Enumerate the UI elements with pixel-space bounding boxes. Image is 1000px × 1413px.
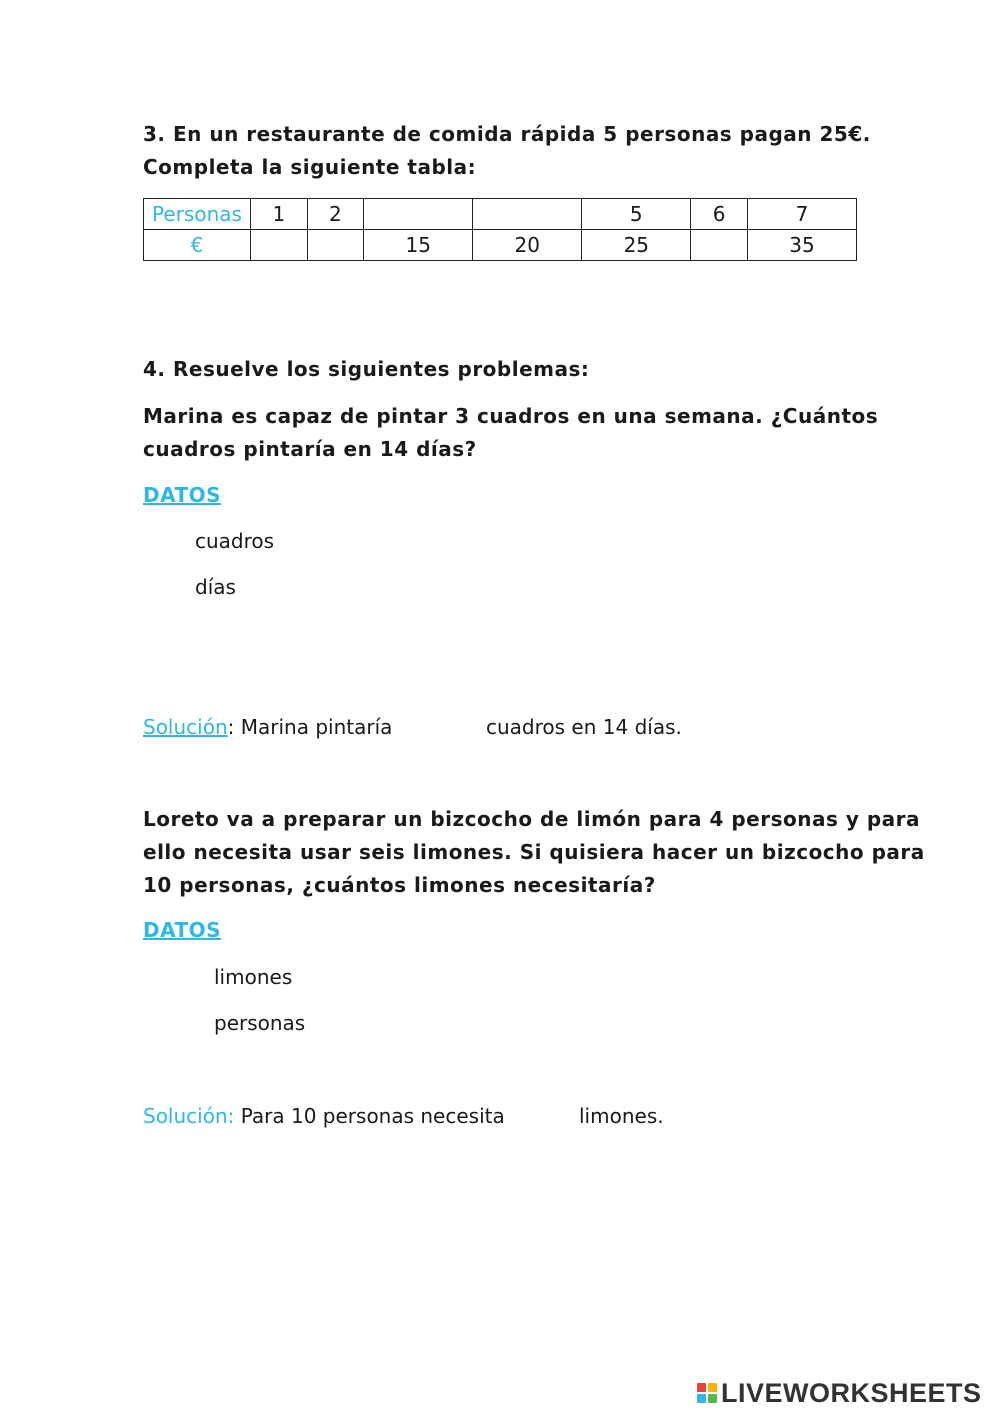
brand-name: LIVEWORKSHEETS [721, 1377, 982, 1408]
problem2-solution-label: Solución: [143, 1104, 235, 1128]
problem2-dato1-input[interactable] [143, 963, 211, 991]
problem2-dato1-label: limones [214, 965, 293, 989]
problem2-answer-input[interactable] [506, 1102, 574, 1130]
table-cell: 25 [582, 230, 691, 261]
exercise3-line1: 3. En un restaurante de comida rápida 5 personas pagan 25€. [143, 122, 871, 146]
liveworksheets-logo-icon [697, 1383, 717, 1403]
table-cell: 1 [251, 199, 308, 230]
table-cell-input[interactable] [251, 230, 308, 261]
table-cell: 7 [747, 199, 856, 230]
problem1-dato2-input[interactable] [143, 573, 193, 601]
problem1-solution [143, 715, 392, 739]
problem1-dato2-label: días [195, 575, 236, 599]
exercise4-title: 4. Resuelve los siguientes problemas: [143, 357, 590, 381]
proportion-table [143, 198, 857, 261]
table-cell: 15 [364, 230, 473, 261]
problem2-dato2-label: personas [214, 1011, 306, 1035]
problem1-line2: cuadros pintaría en 14 días? [143, 437, 477, 461]
table-cell-input[interactable] [364, 199, 473, 230]
problem1-solution-label: Solución [143, 715, 228, 739]
table-cell: 6 [691, 199, 748, 230]
problem2-dato2-input[interactable] [143, 1009, 211, 1037]
problem2-line3: 10 personas, ¿cuántos limones necesitaría? [143, 873, 656, 897]
problem1-dato1-input[interactable] [143, 527, 193, 555]
problem1-solution-text1: Marina pintaría [240, 715, 393, 739]
problem2-line1: Loreto va a preparar un bizcocho de limón para 4 personas y para [143, 807, 921, 831]
problem2-datos-label: DATOS [143, 918, 222, 942]
problem1-datos-label: DATOS [143, 483, 222, 507]
problem1-solution-text2: cuadros en 14 días. [486, 715, 682, 739]
problem2-solution [143, 1104, 505, 1128]
problem2-solution-text2: limones. [579, 1104, 664, 1128]
liveworksheets-logo [697, 1378, 982, 1408]
exercise3-line2: Completa la siguiente tabla: [143, 155, 477, 179]
table-cell-input[interactable] [691, 230, 748, 261]
table-cell: 5 [582, 199, 691, 230]
problem2-solution-text1: Para 10 personas necesita [240, 1104, 505, 1128]
table-row-personas [144, 199, 857, 230]
row-header-euros: € [144, 230, 251, 261]
problem2-line2: ello necesita usar seis limones. Si quisiera hacer un bizcocho para [143, 840, 925, 864]
table-cell: 2 [307, 199, 364, 230]
problem1-solution-sep: : [227, 715, 235, 739]
row-header-personas: Personas [144, 199, 251, 230]
problem1-line1: Marina es capaz de pintar 3 cuadros en una semana. ¿Cuántos [143, 404, 879, 428]
table-row-euros [144, 230, 857, 261]
problem1-dato1-label: cuadros [195, 529, 275, 553]
table-cell: 35 [747, 230, 856, 261]
problem1-answer-input[interactable] [400, 713, 480, 741]
table-cell-input[interactable] [473, 199, 582, 230]
table-cell: 20 [473, 230, 582, 261]
table-cell-input[interactable] [307, 230, 364, 261]
